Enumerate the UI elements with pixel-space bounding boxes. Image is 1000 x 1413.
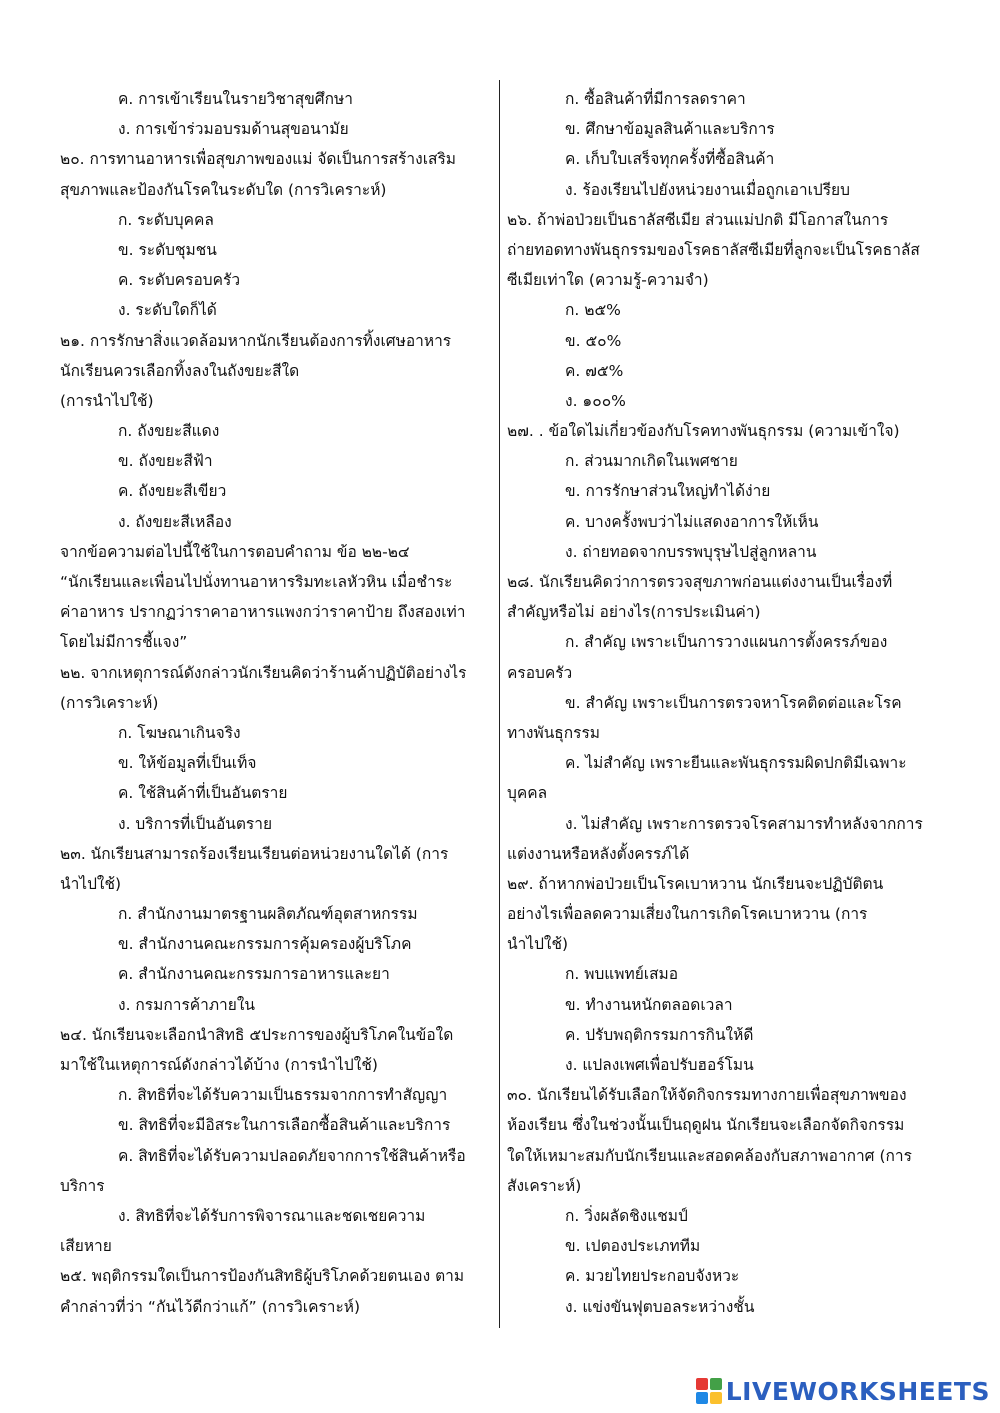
answer-option: ง. กรมการค้าภายใน: [118, 995, 256, 1014]
logo-square-3: [696, 1392, 708, 1404]
question-text: ซีเมียเท่าใด (ความรู้-ความจำ): [507, 271, 709, 290]
answer-option: ค. ระดับครอบครัว: [118, 271, 241, 290]
answer-option: ค. การเข้าเรียนในรายวิชาสุขศึกษา: [118, 90, 353, 108]
logo-square-1: [696, 1378, 708, 1390]
question-text: ครอบครัว: [507, 663, 573, 682]
answer-option: ง. ถ่ายทอดจากบรรพบุรุษไปสู่ลูกหลาน: [565, 542, 817, 561]
question-text: ๒๘. นักเรียนคิดว่าการตรวจสุขภาพก่อนแต่งงานเป็นเรื่องที่: [507, 573, 893, 591]
answer-option: ก. ส่วนมากเกิดในเพศชาย: [565, 452, 738, 471]
question-text: บุคคล: [507, 784, 548, 803]
question-text: สังเคราะห์): [507, 1176, 582, 1195]
logo-square-2: [710, 1378, 722, 1390]
answer-option: ข. สำคัญ เพราะเป็นการตรวจหาโรคติดต่อและโรค: [565, 693, 902, 712]
question-text: มาใช้ในเหตุการณ์ดังกล่าวได้บ้าง (การนำไปใช้): [60, 1056, 378, 1074]
answer-option: ก. โฆษณาเกินจริง: [118, 723, 241, 742]
answer-option: ข. ระดับชุมชน: [118, 240, 217, 259]
answer-option: ง. สิทธิที่จะได้รับการพิจารณาและชดเชยความ: [118, 1206, 426, 1225]
answer-option: ข. ให้ข้อมูลที่เป็นเท็จ: [118, 754, 257, 773]
question-text: ๒๕. พฤติกรรมใดเป็นการป้องกันสิทธิผู้บริโภคด้วยตนเอง ตาม: [60, 1267, 465, 1286]
answer-option: ข. สิทธิที่จะมีอิสระในการเลือกซื้อสินค้าและบริการ: [118, 1116, 451, 1135]
answer-option: ก. สำคัญ เพราะเป็นการวางแผนการตั้งครรภ์ของ: [565, 633, 888, 652]
answer-option: ก. สิทธิที่จะได้รับความเป็นธรรมจากการทำสัญญา: [118, 1086, 448, 1105]
answer-option: ง. แข่งขันฟุตบอลระหว่างชั้น: [565, 1297, 755, 1316]
answer-option: ค. ใช้สินค้าที่เป็นอันตราย: [118, 784, 288, 803]
brand-text: LIVEWORKSHEETS: [725, 1376, 990, 1406]
question-text: จากข้อความต่อไปนี้ใช้ในการตอบคำถาม ข้อ ๒๒-๒๔: [60, 542, 410, 561]
answer-option: ค. ๗๕%: [565, 361, 624, 380]
logo-square-4: [710, 1392, 722, 1404]
question-text: สำคัญหรือไม่ อย่างไร(การประเมินค่า): [507, 603, 761, 622]
question-text: ๒๑. การรักษาสิ่งแวดล้อมหากนักเรียนต้องการทิ้งเศษอาหาร: [60, 331, 452, 350]
answer-option: ข. การรักษาส่วนใหญ่ทำได้ง่าย: [565, 482, 771, 501]
question-text: (การนำไปใช้): [60, 391, 154, 410]
answer-option: ค. สำนักงานคณะกรรมการอาหารและยา: [118, 965, 390, 984]
question-text: ค่าอาหาร ปรากฏว่าราคาอาหารแพงกว่าราคาป้าย ถึงสองเท่า: [60, 603, 466, 622]
answer-option: ง. แปลงเพศเพื่อปรับฮอร์โมน: [565, 1056, 754, 1074]
question-text: ๒๒. จากเหตุการณ์ดังกล่าวนักเรียนคิดว่าร้านค้าปฏิบัติอย่างไร: [60, 663, 467, 682]
answer-option: ก. สำนักงานมาตรฐานผลิตภัณฑ์อุตสาหกรรม: [118, 905, 418, 924]
question-text: อย่างไรเพื่อลดความเสี่ยงในการเกิดโรคเบาหวาน (การ: [507, 905, 868, 924]
question-text: ๒๓. นักเรียนสามารถร้องเรียนเรียนต่อหน่วยงานใดได้ (การ: [60, 844, 449, 863]
answer-option: ข. ทำงานหนักตลอดเวลา: [565, 995, 733, 1014]
answer-option: ค. เก็บใบเสร็จทุกครั้งที่ซื้อสินค้า: [565, 150, 775, 169]
answer-option: ค. มวยไทยประกอบจังหวะ: [565, 1267, 740, 1286]
question-text: ทางพันธุกรรม: [507, 723, 601, 742]
question-text: สุขภาพและป้องกันโรคในระดับใด (การวิเคราะห์): [60, 180, 387, 199]
question-text: (การวิเคราะห์): [60, 693, 159, 712]
column-divider: [499, 80, 500, 1328]
answer-option: ง. การเข้าร่วมอบรมด้านสุขอนามัย: [118, 120, 349, 139]
right-column: [507, 84, 941, 1322]
left-column: [60, 84, 492, 1322]
answer-option: ก. พบแพทย์เสมอ: [565, 965, 679, 984]
answer-option: ข. ๕๐%: [565, 331, 622, 350]
answer-option: ค. ไม่สำคัญ เพราะยีนและพันธุกรรมผิดปกติมีเฉพาะ: [565, 754, 907, 773]
answer-option: ก. วิ่งผลัดชิงแชมป์: [565, 1206, 688, 1225]
question-text: ๒๐. การทานอาหารเพื่อสุขภาพของแม่ จัดเป็นการสร้างเสริม: [60, 150, 456, 169]
question-text: นำไปใช้): [507, 935, 569, 954]
question-text: นำไปใช้): [60, 874, 122, 893]
answer-option: ง. ถังขยะสีเหลือง: [118, 512, 232, 531]
question-text: บริการ: [60, 1176, 105, 1195]
answer-option: ข. สำนักงานคณะกรรมการคุ้มครองผู้บริโภค: [118, 935, 412, 954]
answer-option: ง. ร้องเรียนไปยังหน่วยงานเมื่อถูกเอาเปรียบ: [565, 180, 850, 199]
question-text: โดยไม่มีการชี้แจง”: [60, 633, 188, 652]
question-text: ๒๔. นักเรียนจะเลือกนำสิทธิ ๕ประการของผู้บริโภคในข้อใด: [60, 1025, 454, 1044]
answer-option: ค. สิทธิที่จะได้รับความปลอดภัยจากการใช้สินค้าหรือ: [118, 1146, 466, 1165]
answer-option: ก. ซื้อสินค้าที่มีการลดราคา: [565, 90, 746, 108]
question-text: ห้องเรียน ซึ่งในช่วงนั้นเป็นฤดูฝน นักเรียนจะเลือกจัดกิจกรรม: [507, 1116, 905, 1135]
question-text: ๒๖. ถ้าพ่อป่วยเป็นธาลัสซีเมีย ส่วนแม่ปกติ มีโอกาสในการ: [507, 210, 889, 229]
question-text: ใดให้เหมาะสมกับนักเรียนและสอดคล้องกับสภาพอากาศ (การ: [507, 1146, 912, 1165]
answer-option: ก. ระดับบุคคล: [118, 210, 214, 229]
answer-option: ง. บริการที่เป็นอันตราย: [118, 814, 273, 833]
answer-option: ค. ปรับพฤติกรรมการกินให้ดี: [565, 1025, 754, 1044]
question-text: นักเรียนควรเลือกทิ้งลงในถังขยะสีใด: [60, 361, 300, 380]
question-text: เสียหาย: [60, 1237, 112, 1256]
answer-option: ค. บางครั้งพบว่าไม่แสดงอาการให้เห็น: [565, 512, 819, 531]
answer-option: ง. ๑๐๐%: [565, 391, 626, 410]
question-text: ถ่ายทอดทางพันธุกรรมของโรคธาลัสซีเมียที่ลูกจะเป็นโรคธาลัส: [507, 240, 920, 259]
question-text: ๒๗. . ข้อใดไม่เกี่ยวข้องกับโรคทางพันธุกรรม (ความเข้าใจ): [507, 422, 900, 441]
question-text: “นักเรียนและเพื่อนไปนั่งทานอาหารริมทะเลหัวหิน เมื่อชำระ: [60, 573, 453, 591]
question-text: ๓๐. นักเรียนได้รับเลือกให้จัดกิจกรรมทางกายเพื่อสุขภาพของ: [507, 1086, 907, 1105]
answer-option: ง. ไม่สำคัญ เพราะการตรวจโรคสามารทำหลังจากการ: [565, 814, 923, 833]
answer-option: ง. ระดับใดก็ได้: [118, 301, 217, 320]
answer-option: ข. ศึกษาข้อมูลสินค้าและบริการ: [565, 120, 775, 139]
answer-option: ก. ๒๕%: [565, 301, 621, 320]
liveworksheets-logo-icon: [696, 1378, 722, 1404]
question-text: แต่งงานหรือหลังตั้งครรภ์ได้: [507, 844, 690, 863]
question-text: ๒๙. ถ้าหากพ่อป่วยเป็นโรคเบาหวาน นักเรียนจะปฏิบัติตน: [507, 874, 884, 893]
answer-option: ข. ถังขยะสีฟ้า: [118, 452, 213, 471]
answer-option: ค. ถังขยะสีเขียว: [118, 482, 227, 501]
question-text: คำกล่าวที่ว่า “กันไว้ดีกว่าแก้” (การวิเคราะห์): [60, 1297, 361, 1316]
liveworksheets-brand: [696, 1377, 990, 1405]
answer-option: ข. เปตองประเภททีม: [565, 1237, 701, 1256]
answer-option: ก. ถังขยะสีแดง: [118, 422, 220, 441]
